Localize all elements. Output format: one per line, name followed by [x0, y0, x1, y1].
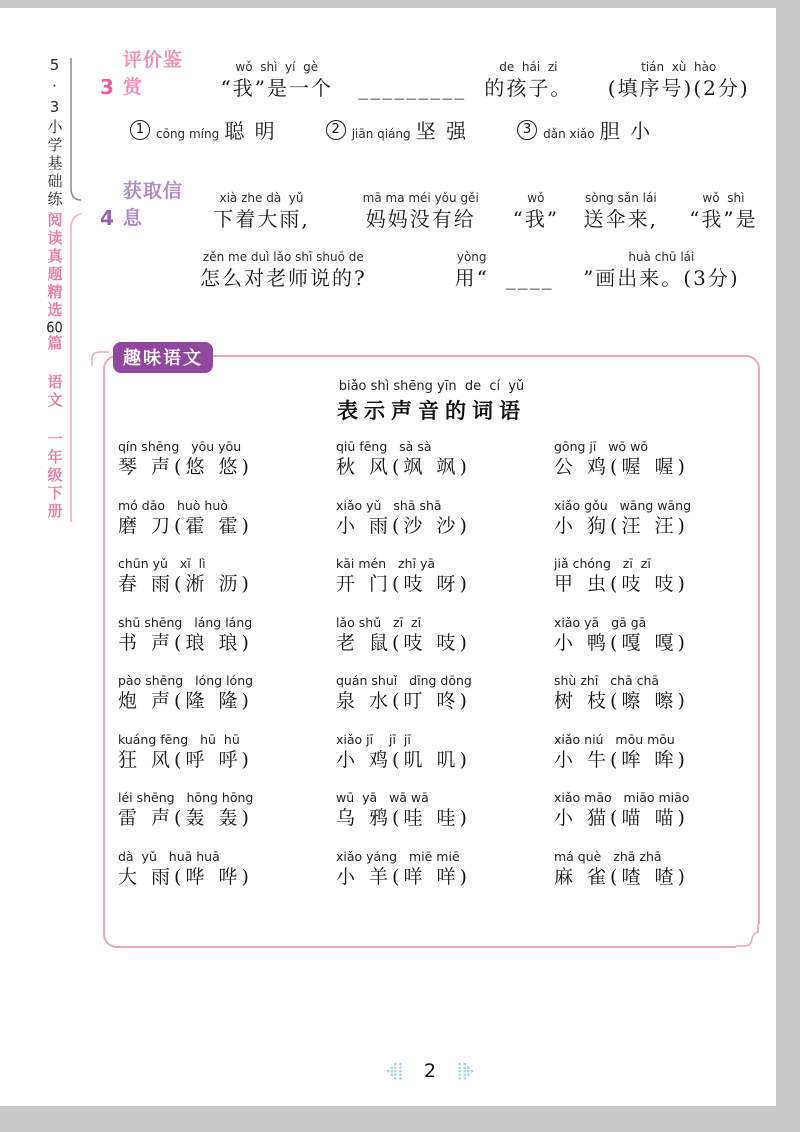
- word-cell: [554, 439, 772, 482]
- hanzi-text: 书 声(琅 琅): [118, 631, 253, 654]
- pinyin-text: shù zhī chā chā: [554, 673, 660, 689]
- pinyin-text: yòng: [456, 250, 487, 264]
- question-4-text-line1: [191, 187, 768, 233]
- pinyin-text: xiǎo jī jī jī: [336, 731, 411, 747]
- hanzi-text: 磨 刀(霍 霍): [118, 514, 253, 537]
- word-cell: [554, 498, 772, 541]
- word-cell: [118, 615, 336, 658]
- pinyin-text: pào shēng lóng lóng: [118, 673, 254, 689]
- hanzi-text: 用“: [454, 266, 489, 290]
- box-bottom-right-curl: [736, 924, 760, 948]
- ruby-segment: [680, 187, 767, 233]
- fun-title-pinyin: biǎo shì shēng yīn de cí yǔ: [338, 379, 525, 394]
- hanzi-text: 小 狗(汪 汪): [554, 514, 689, 537]
- hanzi-text: 春 雨(淅 沥): [118, 573, 253, 596]
- hanzi-text: 下着大雨,: [213, 207, 310, 231]
- hanzi-text: ____: [505, 266, 554, 290]
- word-cell: [336, 790, 554, 833]
- question-3-options: [130, 118, 768, 145]
- footer-left-dots-icon: [387, 1063, 404, 1080]
- page-footer: [100, 1060, 760, 1082]
- brand-bracket-line: [66, 56, 82, 206]
- word-row: [118, 615, 750, 658]
- pinyin-text: dà yǔ huā huā: [118, 848, 220, 864]
- hanzi-text: 胆 小: [599, 119, 653, 143]
- pinyin-text: mó dāo huò huò: [118, 497, 228, 513]
- hanzi-text: 妈妈没有给: [365, 207, 476, 231]
- word-cell: [118, 790, 336, 833]
- fun-title-text: 表示声音的词语: [337, 399, 526, 423]
- hanzi-text: 雷 声(轰 轰): [118, 807, 253, 830]
- hanzi-text: 的孩子。: [484, 76, 573, 100]
- pinyin-text: tián xù hào: [641, 60, 717, 74]
- option-circled-number: 3: [517, 120, 537, 140]
- pinyin-text: dǎn xiǎo: [543, 127, 595, 141]
- hanzi-text: 小 羊(咩 咩): [336, 865, 471, 888]
- word-row: [118, 439, 750, 482]
- pinyin-text: de hái zi: [499, 60, 558, 74]
- word-cell: [118, 439, 336, 482]
- word-cell: [118, 498, 336, 541]
- brand-group: [45, 56, 98, 209]
- hanzi-text: 树 枝(嚓 嚓): [554, 690, 689, 713]
- hanzi-text: 乌 鸦(哇 哇): [336, 807, 471, 830]
- pinyin-text: wū yā wā wā: [336, 790, 429, 806]
- hanzi-text: 小 鸭(嘎 嘎): [554, 631, 689, 654]
- answer-option: [517, 118, 653, 145]
- pinyin-text: mā ma méi yǒu gěi: [362, 191, 479, 205]
- pinyin-text: gōng jī wō wō: [554, 439, 648, 454]
- hanzi-text: ”画出来。(3分): [583, 266, 740, 290]
- word-cell: [554, 790, 772, 833]
- hanzi-text: 琴 声(悠 悠): [118, 456, 253, 478]
- ruby-segment: [192, 187, 332, 233]
- hanzi-text: “我”: [512, 207, 560, 231]
- ruby-segment: [590, 56, 767, 102]
- question-4-number: 4: [100, 206, 114, 230]
- pinyin-text: jiān qiáng: [351, 127, 411, 141]
- answer-option: [326, 118, 469, 145]
- word-cell: [336, 556, 554, 599]
- question-4: [100, 176, 768, 292]
- hanzi-text: 坚 强: [415, 119, 469, 143]
- series-suffix: 篇 语文 一年级下册: [45, 335, 64, 521]
- hanzi-text: “我”是一个: [220, 76, 333, 100]
- pinyin-text: quán shuǐ dīng dōng: [336, 673, 472, 689]
- pinyin-text: cōng míng: [156, 127, 220, 141]
- hanzi-text: 泉 水(叮 咚): [336, 690, 471, 713]
- question-4-text-line2: [128, 246, 768, 292]
- word-cell: [118, 556, 336, 599]
- hanzi-text: 麻 雀(喳 喳): [554, 865, 689, 888]
- word-row: [118, 732, 750, 775]
- ruby-segment: [440, 246, 504, 292]
- question-3-line: [100, 45, 768, 102]
- word-row: [118, 556, 750, 599]
- hanzi-text: 小 牛(哞 哞): [554, 748, 689, 771]
- footer-right-dots-icon: [456, 1063, 473, 1080]
- ruby-segment: [506, 265, 554, 292]
- hanzi-text: 怎么对老师说的?: [199, 266, 367, 290]
- pinyin-text: wǒ shì: [702, 191, 745, 205]
- word-cell: [554, 556, 772, 599]
- question-3: [100, 45, 768, 145]
- pinyin-text: chūn yǔ xī lì: [118, 556, 206, 572]
- ruby-segment: [358, 75, 466, 102]
- hanzi-text: 小 鸡(叽 叽): [336, 748, 471, 771]
- pinyin-text: shū shēng láng láng: [118, 614, 253, 630]
- pinyin-text: wǒ shì yí gè: [235, 60, 319, 74]
- ruby-segment: [543, 118, 652, 145]
- pinyin-text: xiǎo yā gā gā: [554, 614, 647, 630]
- hanzi-text: 小 猫(喵 喵): [554, 807, 689, 830]
- option-circled-number: 2: [326, 120, 346, 140]
- ruby-segment: [352, 118, 468, 145]
- hanzi-text: 狂 风(呼 呼): [118, 748, 253, 771]
- question-4-line2: [128, 246, 768, 292]
- pinyin-text: xiǎo niú mōu mōu: [554, 731, 675, 747]
- hanzi-text: 甲 虫(吱 吱): [554, 573, 689, 596]
- series-count: 60: [46, 320, 63, 335]
- word-cell: [554, 615, 772, 658]
- fun-chinese-box: [103, 348, 760, 948]
- sidebar: [46, 56, 98, 524]
- pinyin-text: huà chū lái: [628, 250, 695, 264]
- ruby-segment: [129, 246, 438, 292]
- hanzi-text: “我”是: [689, 207, 758, 231]
- page-number: 2: [423, 1060, 437, 1082]
- onomatopoeia-grid: [118, 439, 750, 891]
- fun-title: [105, 379, 758, 425]
- series-prefix: 阅读真题精选: [45, 212, 64, 320]
- ruby-segment: [510, 187, 562, 233]
- pinyin-text: kāi mén zhī yā: [336, 556, 436, 572]
- brand-vertical-text: 5·3小学基础练: [45, 56, 64, 209]
- hanzi-text: 秋 风(飒 飒): [336, 456, 471, 478]
- ruby-segment: [564, 187, 678, 233]
- series-vertical-text: [46, 212, 63, 522]
- hanzi-text: (填序号)(2分): [607, 76, 750, 100]
- word-cell: [554, 673, 772, 716]
- pinyin-text: lǎo shǔ zī zī: [336, 614, 422, 630]
- series-group: [46, 212, 98, 524]
- question-4-tag: 获取信息: [122, 180, 183, 229]
- word-cell: [336, 615, 554, 658]
- fun-section-label: 趣味语文: [113, 342, 213, 373]
- answer-option: [130, 118, 278, 145]
- word-cell: [118, 673, 336, 716]
- question-3-number: 3: [100, 75, 114, 99]
- word-cell: [336, 732, 554, 775]
- ruby-segment: [556, 246, 767, 292]
- pinyin-text: xià zhe dà yǔ: [219, 191, 304, 205]
- pinyin-text: qiū fēng sà sà: [336, 439, 432, 454]
- word-cell: [118, 849, 336, 892]
- pinyin-text: xiǎo gǒu wāng wāng: [554, 497, 692, 513]
- word-cell: [554, 849, 772, 892]
- word-cell: [336, 498, 554, 541]
- question-3-tag: 评价鉴赏: [122, 49, 183, 98]
- word-cell: [118, 732, 336, 775]
- ruby-segment: [197, 56, 356, 102]
- pinyin-text: qín shēng yōu yōu: [118, 439, 242, 454]
- word-row: [118, 498, 750, 541]
- word-cell: [336, 673, 554, 716]
- hanzi-text: 送伞来,: [583, 207, 658, 231]
- ruby-segment: [333, 187, 507, 233]
- ruby-segment: [156, 118, 277, 145]
- box-top-left-curl: [89, 347, 109, 367]
- hanzi-text: _________: [358, 76, 467, 100]
- option-circled-number: 1: [130, 120, 150, 140]
- hanzi-text: 公 鸡(喔 喔): [554, 456, 689, 478]
- hanzi-text: 大 雨(哗 哗): [118, 865, 253, 888]
- word-row: [118, 849, 750, 892]
- hanzi-text: 炮 声(隆 隆): [118, 690, 253, 713]
- hanzi-text: 开 门(吱 呀): [336, 573, 471, 596]
- pinyin-text: kuáng fēng hū hū: [118, 731, 240, 747]
- word-row: [118, 790, 750, 833]
- pinyin-text: sòng sǎn lái: [584, 191, 657, 205]
- word-cell: [336, 439, 554, 482]
- hanzi-text: 小 雨(沙 沙): [336, 514, 471, 537]
- series-bracket-line: [66, 212, 82, 524]
- question-3-text: [196, 56, 768, 102]
- workbook-page: [0, 8, 776, 1106]
- pinyin-text: zěn me duì lǎo shī shuō de: [202, 250, 364, 264]
- pinyin-text: xiǎo yáng miē miē: [336, 848, 460, 864]
- word-cell: [554, 732, 772, 775]
- pinyin-text: jiǎ chóng zī zī: [554, 556, 651, 572]
- pinyin-text: wǒ: [527, 191, 545, 205]
- pinyin-text: má què zhā zhā: [554, 848, 662, 864]
- hanzi-text: 聪 明: [224, 119, 277, 143]
- ruby-segment: [468, 56, 588, 102]
- hanzi-text: 老 鼠(吱 吱): [336, 631, 471, 654]
- word-cell: [336, 849, 554, 892]
- pinyin-text: léi shēng hōng hōng: [118, 790, 254, 806]
- question-4-line1: [100, 176, 768, 233]
- pinyin-text: xiǎo māo miāo miāo: [554, 790, 690, 806]
- word-row: [118, 673, 750, 716]
- pinyin-text: xiǎo yǔ shā shā: [336, 497, 442, 513]
